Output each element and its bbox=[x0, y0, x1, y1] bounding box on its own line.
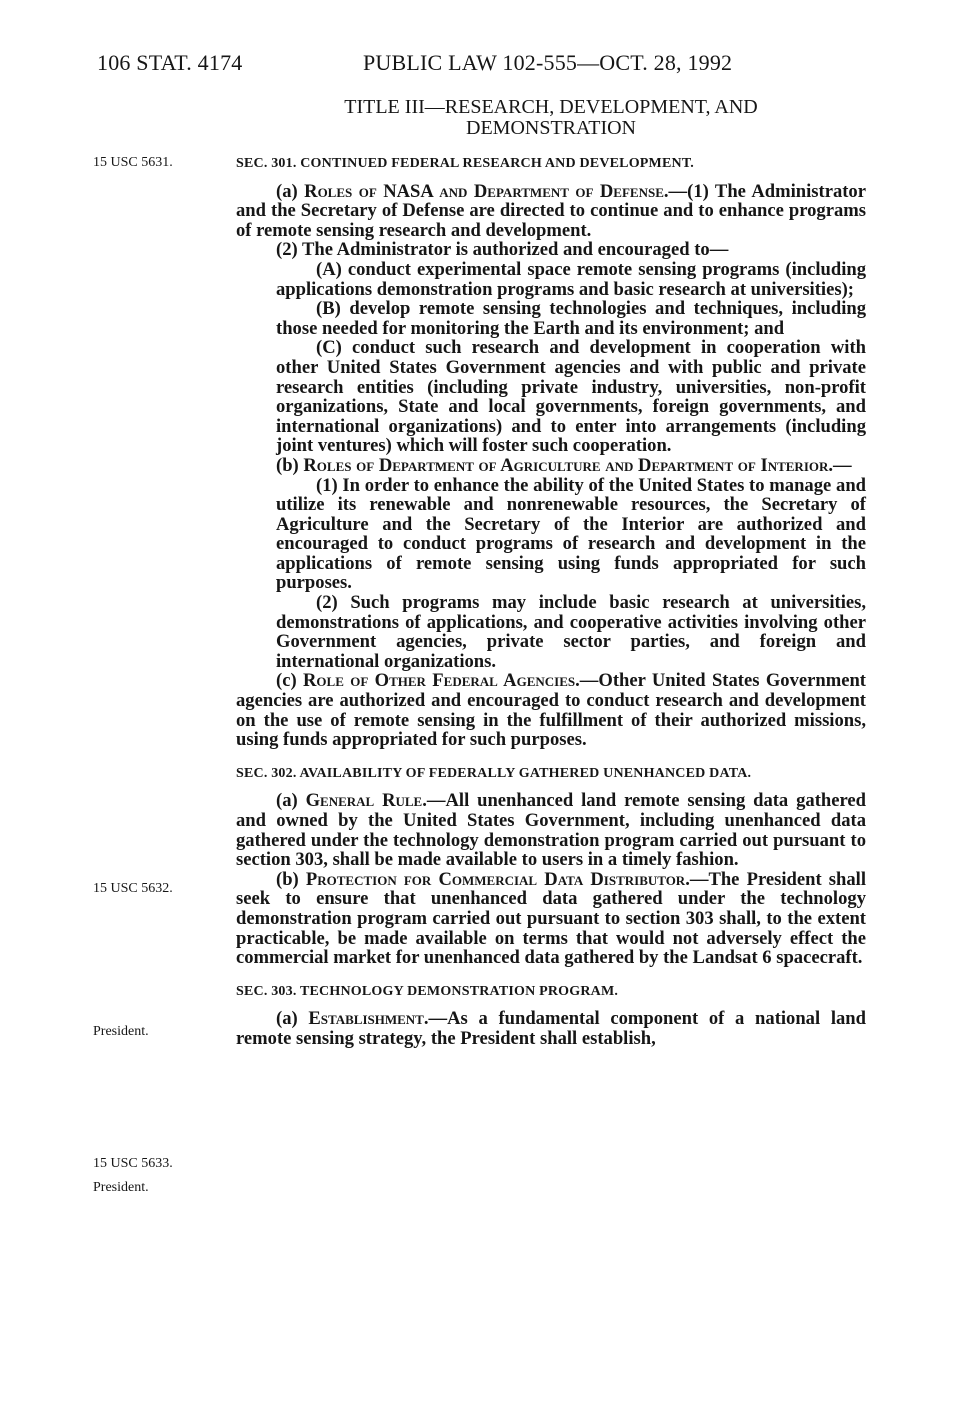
section-302-heading: SEC. 302. AVAILABILITY OF FEDERALLY GATHERED UNENHANCED DATA. bbox=[236, 765, 752, 781]
section-301-b-2: (2) Such programs may include basic research at universities, demonstrations of applications, and cooperative activities involving other Government agencies, private sector parties, and foreign and international organizations. bbox=[276, 592, 866, 672]
section-303-a: (a) Establishment.—As a fundamental component of a national land remote sensing strategy, the President shall establish, bbox=[236, 1008, 866, 1049]
section-301-a-2-B: (B) develop remote sensing technologies and techniques, including those needed for monitoring the Earth and its environment; and bbox=[276, 298, 866, 339]
section-301-b: (b) Roles of Department of Agriculture and Department of Interior.— bbox=[276, 454, 852, 476]
title-line-2: DEMONSTRATION bbox=[466, 117, 636, 139]
section-301-a-2-A: (A) conduct experimental space remote sensing programs (including applications demonstration programs and basic research at universities); bbox=[276, 258, 866, 300]
margin-note-usc-5633: 15 USC 5633. bbox=[93, 1156, 173, 1171]
statute-page-ref: 106 STAT. 4174 bbox=[97, 50, 243, 75]
statute-body bbox=[236, 152, 866, 1049]
section-301-a-2: (2) The Administrator is authorized and encouraged to— bbox=[276, 239, 729, 261]
margin-note-usc-5631: 15 USC 5631. bbox=[93, 155, 173, 170]
title-line-1: TITLE III—RESEARCH, DEVELOPMENT, AND bbox=[344, 96, 758, 118]
section-301-b-1: (1) In order to enhance the ability of the United States to manage and utilize its renewable and nonrenewable resources, the Secretary of Agriculture and the Secretary of the Interior are authorized and encouraged to conduct programs of research and development in the applications of remote sensing using funds appropriated for such purposes. bbox=[276, 474, 866, 594]
section-301-a-2-C: (C) conduct such research and development in cooperation with other United States Government agencies and with public and private research entities (including private industry, universities, non-profit organizations, State and local governments, foreign governments, and international organizations) and to enter into arrangements (including joint ventures) which will foster such cooperation. bbox=[276, 337, 866, 457]
section-301-heading: SEC. 301. CONTINUED FEDERAL RESEARCH AND DEVELOPMENT. bbox=[236, 156, 695, 171]
section-301-c: (c) Role of Other Federal Agencies.—Other United States Government agencies are authorized and encouraged to conduct research and development on the use of remote sensing in the fulfillment of their authorized missions, using funds appropriated for such purposes. bbox=[236, 670, 866, 751]
section-301-a: (a) Roles of NASA and Department of Defense.—(1) The Administrator and the Secretary of Defense are directed to continue and to enhance programs of remote sensing research and development. bbox=[236, 180, 866, 241]
section-303-heading: SEC. 303. TECHNOLOGY DEMONSTRATION PROGRAM. bbox=[236, 983, 619, 999]
title-heading bbox=[236, 97, 866, 139]
margin-note-usc-5632: 15 USC 5632. bbox=[93, 881, 173, 896]
section-302-a: (a) General Rule.—All unenhanced land remote sensing data gathered and owned by the United States Government, including unenhanced data gathered under the technology demonstration program carried out pursuant to section 303, shall be made available to users in a timely fashion. bbox=[236, 790, 866, 871]
section-302-b: (b) Protection for Commercial Data Distributor.—The President shall seek to ensure that unenhanced data gathered under the technology demonstration program carried out pursuant to section 303 shall, to the extent practicable, be made available on terms that would not adversely effect the commercial market for unenhanced data gathered by the Landsat 6 spacecraft. bbox=[236, 868, 867, 969]
margin-note-president-1: President. bbox=[93, 1024, 149, 1039]
margin-note-president-2: President. bbox=[93, 1180, 149, 1195]
public-law-header: PUBLIC LAW 102-555—OCT. 28, 1992 bbox=[363, 50, 733, 75]
